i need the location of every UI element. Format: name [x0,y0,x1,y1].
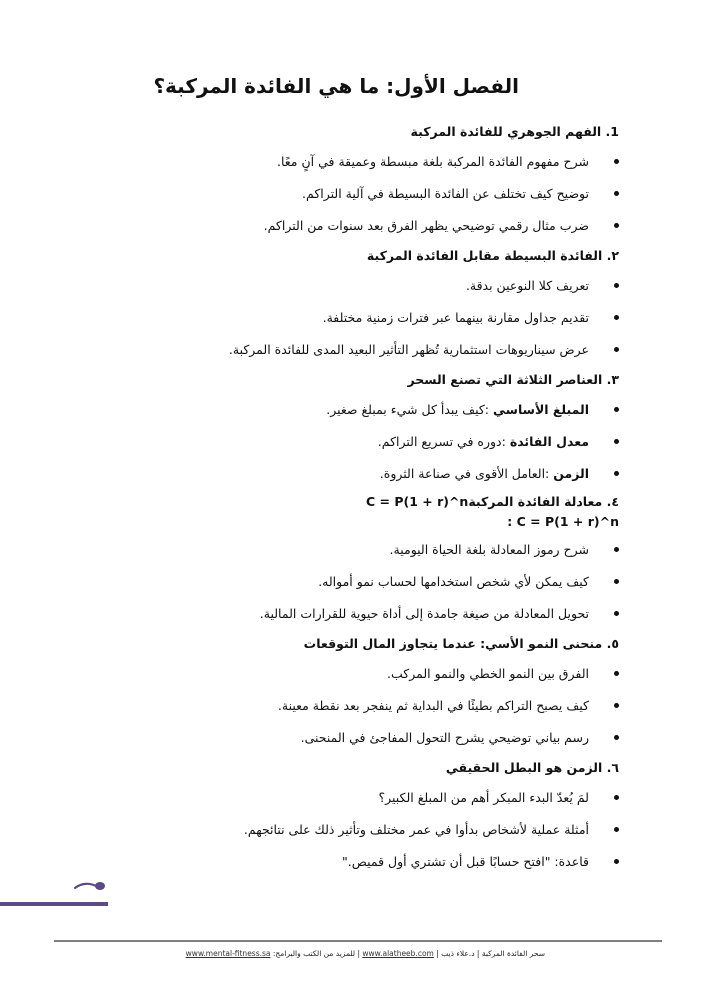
list-item [89,534,619,566]
section-4 [89,490,619,630]
bullet-list [89,534,619,630]
section-heading-line: ٤. معادلة الفائدة المركبةC = P(1 + r)^n [365,494,619,509]
bullet-text: قاعدة: "افتح حسابًا قبل أن تشتري أول قميص." [342,854,589,869]
bullet-icon [614,795,619,800]
bullet-icon [614,859,619,864]
list-item [89,814,619,846]
bullet-icon [614,347,619,352]
list-item [89,210,619,242]
list-item [89,302,619,334]
footer-separator: | [433,949,439,958]
footer-author: د.علاء ذيب [441,949,475,958]
bullet-list [89,782,619,878]
bullet-text: تقديم جداول مقارنة بينهما عبر فترات زمنية مختلفة. [322,310,589,325]
footer-link-alatheeb[interactable]: www.alatheeb.com [362,949,434,958]
footer-link-mental-fitness[interactable]: www.mental-fitness.sa [185,949,271,958]
bullet-icon [614,671,619,676]
list-item [89,270,619,302]
list-item [89,458,619,490]
bullet-text: أمثلة عملية لأشخاص بدأوا في عمر مختلف وتأثير ذلك على نتائجهم. [243,822,589,837]
list-item [89,846,619,878]
footer-divider [54,940,662,942]
bullet-list [89,146,619,242]
bullet-icon [614,407,619,412]
chapter-outline [89,118,619,878]
formula-line: : C = P(1 + r)^n [507,514,619,529]
footer-separator: | [474,949,480,958]
section-3 [89,366,619,490]
bullet-icon [614,547,619,552]
footer-more-label: للمزيد من الكتب والبرامج: [272,949,356,958]
bullet-text: لمَ يُعدّ البدء المبكر أهم من المبلغ الكبير؟ [378,790,589,805]
footer [186,949,545,958]
list-item [89,146,619,178]
bullet-icon [614,159,619,164]
list-item [89,394,619,426]
bullet-icon [614,735,619,740]
bullet-text: شرح مفهوم الفائدة المركبة بلغة مبسطة وعميقة في آنٍ معًا. [276,154,589,169]
bullet-icon [614,827,619,832]
bullet-icon [614,315,619,320]
bullet-icon [614,703,619,708]
term-label: المبلغ الأساسي [493,402,589,417]
bullet-list [89,658,619,754]
section-2 [89,242,619,366]
bullet-text: كيف يصبح التراكم بطيئًا في البداية ثم ينفجر بعد نقطة معينة. [277,698,589,713]
bullet-icon [614,471,619,476]
list-item [89,178,619,210]
bullet-text: تعريف كلا النوعين بدقة. [465,278,589,293]
bullet-icon [614,191,619,196]
section-5 [89,630,619,754]
bullet-icon [614,223,619,228]
term-label: معدل الفائدة [509,434,589,449]
list-item [89,566,619,598]
bullet-text: ضرب مثال رقمي توضيحي يظهر الفرق بعد سنوات من التراكم. [263,218,589,233]
term-description: :دوره في تسريع التراكم. [377,434,506,449]
term-label: الزمن [553,466,589,481]
bullet-icon [614,579,619,584]
section-heading: ٥. منحنى النمو الأسي: عندما يتجاوز المال التوقعات [303,636,619,651]
section-heading [89,490,619,534]
bullet-text: كيف يمكن لأي شخص استخدامها لحساب نمو أمواله. [318,574,589,589]
list-item [89,426,619,458]
section-heading: ٦. الزمن هو البطل الحقيقي [445,760,619,775]
section-heading: ٢. الفائدة البسيطة مقابل الفائدة المركبة [366,248,619,263]
page-number [70,877,108,889]
list-item [89,334,619,366]
list-item [89,658,619,690]
footer-book-title: سحر الفائدة المركبة [481,949,545,958]
page-number-bar [0,902,108,906]
bullet-text: الفرق بين النمو الخطي والنمو المركب. [387,666,589,681]
section-6 [89,754,619,878]
list-item [89,722,619,754]
footer-separator: | [355,949,360,958]
term-description: :كيف يبدأ كل شيء بمبلغ صغير. [326,402,490,417]
section-heading: ٣. العناصر الثلاثة التي تصنع السحر [407,372,619,387]
section-heading: 1. الفهم الجوهري للفائدة المركبة [410,124,619,139]
bullet-text: رسم بياني توضيحي يشرح التحول المفاجئ في المنحنى. [300,730,589,745]
page-number-glyph [70,880,108,892]
bullet-text: عرض سيناريوهات استثمارية تُظهر التأثير البعيد المدى للفائدة المركبة. [228,342,589,357]
list-item [89,690,619,722]
bullet-list [89,394,619,490]
list-item [89,598,619,630]
section-1 [89,118,619,242]
list-item [89,782,619,814]
bullet-icon [614,439,619,444]
term-description: :العامل الأقوى في صناعة الثروة. [379,466,550,481]
page-title: الفصل الأول: ما هي الفائدة المركبة؟ [153,74,519,98]
bullet-text: توضيح كيف تختلف عن الفائدة البسيطة في آلية التراكم. [302,186,589,201]
bullet-icon [614,283,619,288]
bullet-list [89,270,619,366]
bullet-icon [614,611,619,616]
bullet-text: شرح رموز المعادلة بلغة الحياة اليومية. [389,542,589,557]
bullet-text: تحويل المعادلة من صيغة جامدة إلى أداة حيوية للقرارات المالية. [259,606,589,621]
